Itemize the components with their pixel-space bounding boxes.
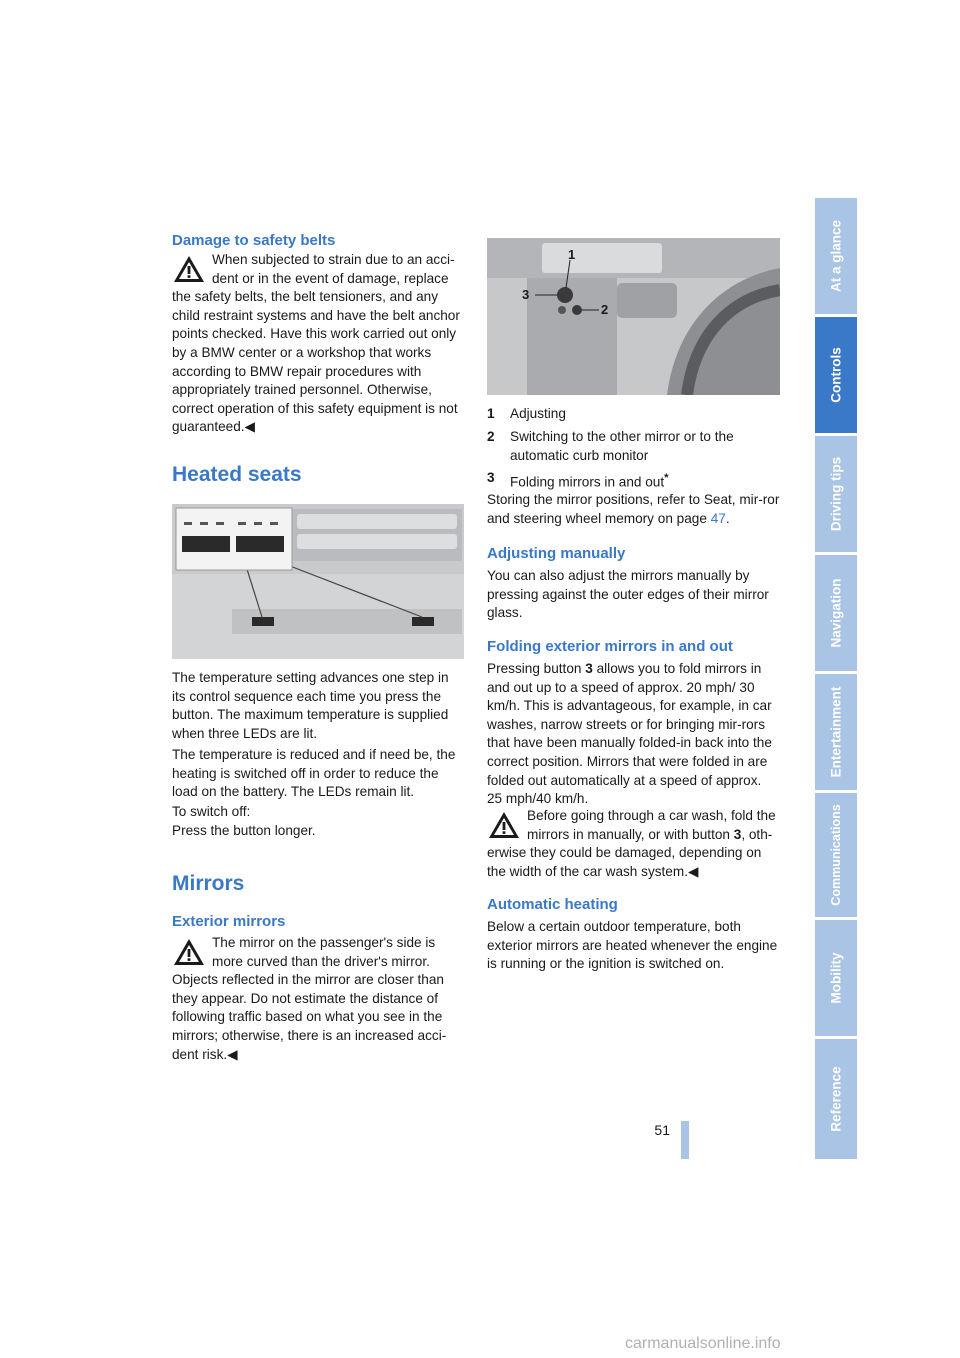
callout-1: 1 bbox=[568, 247, 576, 262]
mirrors-heading: Mirrors bbox=[172, 872, 245, 895]
tab-label: Reference bbox=[828, 1066, 844, 1132]
tab-label: Mobility bbox=[828, 952, 844, 1004]
watermark: carmanualsonline.info bbox=[625, 1335, 781, 1352]
tab-reference[interactable] bbox=[815, 1039, 857, 1159]
item-text: Switching to the other mirror or to the automatic curb monitor bbox=[510, 429, 734, 463]
heated-text-2: The temperature is reduced and if need be, the heating is switched off in order to reduce the load on the battery. The LEDs remain lit. bbox=[172, 747, 456, 800]
tab-driving-tips[interactable] bbox=[815, 436, 857, 552]
heating-text: Below a certain outdoor temperature, both exterior mirrors are heated whenever the engine is running or the ignition is switched on. bbox=[487, 919, 778, 972]
heated-text-1: The temperature setting advances one step in its control sequence each time you press the button. The maximum temperature is supplied when three LEDs are lit. bbox=[172, 670, 449, 741]
tab-controls[interactable] bbox=[815, 317, 857, 433]
item-number: 2 bbox=[487, 429, 495, 444]
item-number: 1 bbox=[487, 406, 495, 421]
tab-label: Driving tips bbox=[828, 456, 844, 532]
exterior-text: The mirror on the passenger's side is more curved than the driver's mirror. Objects reflected in the mirror are closer than they appear. Do not estimate the distance of following traffic based on what you see in the mirrors; otherwise, there is an increased acci-dent risk.◀ bbox=[172, 935, 447, 1062]
tab-label: Navigation bbox=[828, 578, 844, 648]
folding-text bbox=[487, 660, 780, 809]
page-link[interactable]: 47 bbox=[710, 510, 726, 526]
folding-heading: Folding exterior mirrors in and out bbox=[487, 638, 733, 655]
damage-warning bbox=[172, 251, 464, 437]
exterior-mirrors-heading: Exterior mirrors bbox=[172, 913, 286, 930]
storing-end: . bbox=[725, 510, 730, 526]
wash-button-ref: 3 bbox=[733, 826, 742, 842]
manual-text: You can also adjust the mirrors manually by pressing against the outer edges of their mirror glass. bbox=[487, 568, 769, 621]
warning-triangle-icon bbox=[172, 254, 206, 284]
folding-post: allows you to fold mirrors in and out up to a speed of approx. 20 mph/ 30 km/h. This is advantageous, for example, in car washes, narrow streets or for bringing mir-rors that have been manually folded-in back into the correct position. Mirrors that were folded in are folded out automatically at a speed of approx. 25 mph/40 km/h. bbox=[487, 661, 772, 807]
item-text bbox=[510, 469, 778, 492]
folding-pre: Pressing button bbox=[487, 661, 586, 676]
wash-pre: Before going through a car wash, fold the mirrors in manually, or with button bbox=[527, 808, 776, 842]
storing-body: Storing the mirror positions, refer to Seat, mir-ror and steering wheel memory on page bbox=[487, 492, 780, 526]
page-number-bar bbox=[681, 1121, 689, 1159]
tab-label: Entertainment bbox=[828, 686, 844, 778]
warning-triangle-icon bbox=[487, 810, 521, 840]
tab-label: Controls bbox=[828, 347, 844, 403]
optional-star: * bbox=[664, 472, 669, 484]
tab-label: Communications bbox=[829, 804, 843, 906]
heated-seats-illustration bbox=[172, 504, 464, 659]
mirror-controls-photo bbox=[487, 238, 780, 395]
automatic-heating-heading: Automatic heating bbox=[487, 896, 618, 913]
callout-2: 2 bbox=[601, 302, 609, 317]
tab-label: At a glance bbox=[828, 219, 844, 293]
tab-at-a-glance[interactable] bbox=[815, 198, 857, 314]
warning-triangle-icon bbox=[172, 937, 206, 967]
tab-entertainment[interactable] bbox=[815, 674, 857, 790]
heated-seats-heading: Heated seats bbox=[172, 463, 302, 486]
wash-post: , oth-erwise they could be damaged, depending on the width of the car wash system.◀ bbox=[487, 826, 773, 879]
heated-seats-photo bbox=[172, 504, 464, 659]
tab-navigation[interactable] bbox=[815, 555, 857, 671]
item-number: 3 bbox=[487, 470, 495, 485]
page-number: 51 bbox=[654, 1122, 670, 1138]
mirror-controls-illustration bbox=[487, 238, 780, 395]
callout-3: 3 bbox=[522, 287, 530, 302]
adjusting-manually-heading: Adjusting manually bbox=[487, 545, 626, 562]
heated-text-3 bbox=[172, 803, 464, 840]
switch-off-label: To switch off: bbox=[172, 804, 251, 819]
damage-heading: Damage to safety belts bbox=[172, 232, 336, 249]
exterior-warning bbox=[172, 934, 464, 1064]
folding-button-ref: 3 bbox=[585, 661, 593, 676]
damage-text: When subjected to strain due to an acci-dent or in the event of damage, replace the safety belts, the belt tensioners, and any child restraint systems and have the belt anchor points checked. Have this work carried out only by a BMW center or a workshop that works according to BMW repair procedures with appropriately trained personnel. Otherwise, correct operation of this safety equipment is not guaranteed.◀ bbox=[172, 252, 460, 435]
switch-off-instruction: Press the button longer. bbox=[172, 822, 316, 838]
tab-communications[interactable] bbox=[815, 793, 857, 917]
item-text-label: Folding mirrors in and out bbox=[510, 474, 665, 490]
car-wash-warning bbox=[487, 807, 780, 881]
item-text: Adjusting bbox=[510, 406, 566, 421]
tab-mobility[interactable] bbox=[815, 920, 857, 1036]
storing-text bbox=[487, 491, 780, 528]
